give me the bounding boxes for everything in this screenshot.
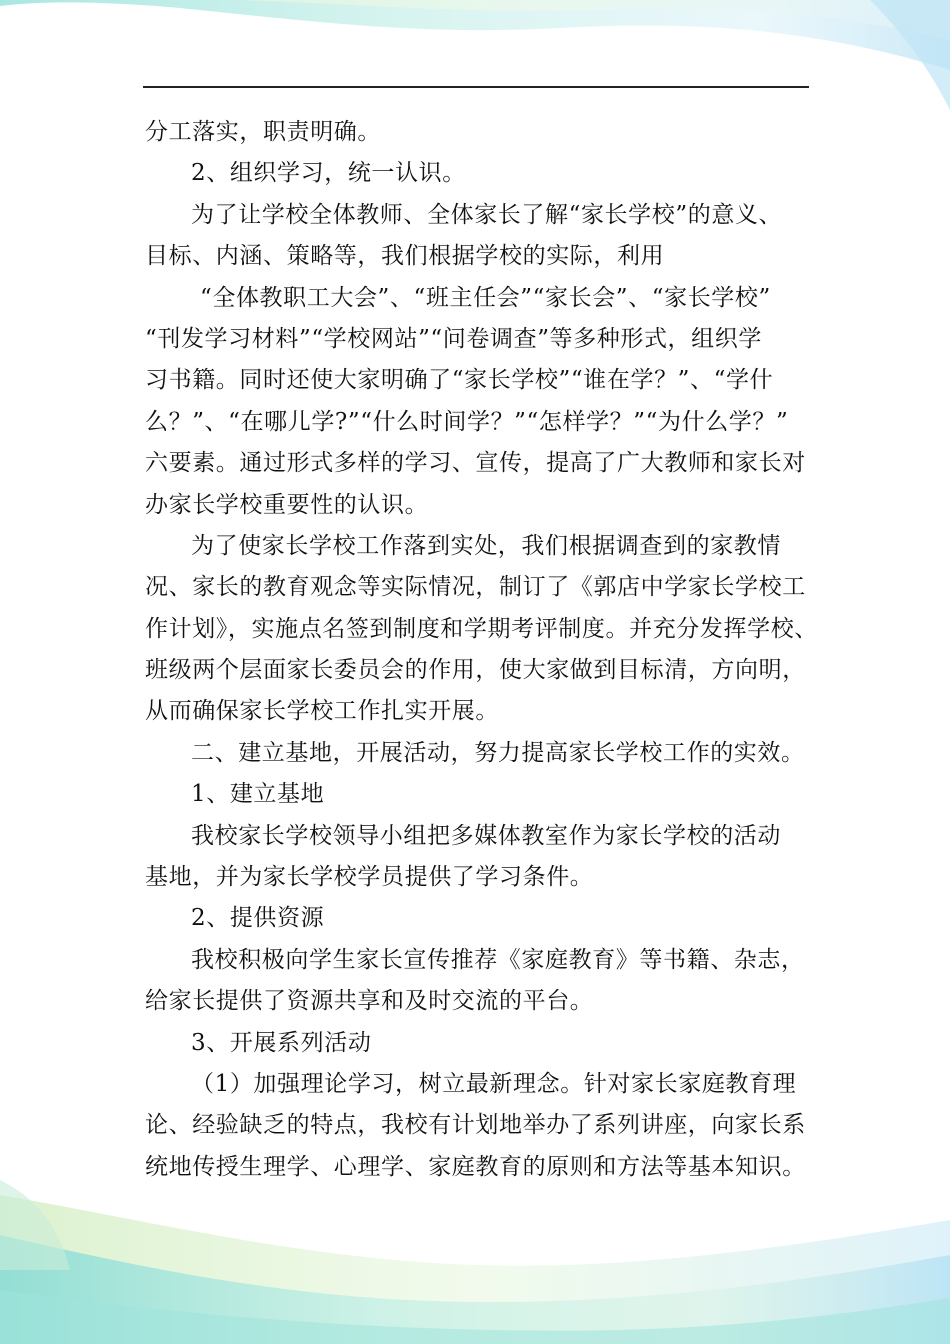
text-line: “刊发学习材料”“学校网站”“问卷调查”等多种形式，组织学 — [145, 325, 762, 352]
text-line: 办家长学校重要性的认识。 — [145, 491, 429, 518]
text-line: 目标、内涵、策略等，我们根据学校的实际，利用 — [145, 243, 665, 270]
text-line: 2、组织学习，统一认识。 — [191, 160, 466, 187]
text-line: 班级两个层面家长委员会的作用，使大家做到目标清，方向明， — [145, 657, 806, 684]
text-line: 论、经验缺乏的特点，我校有计划地举办了系列讲座，向家长系 — [145, 1112, 806, 1139]
text-line: 统地传授生理学、心理学、家庭教育的原则和方法等基本知识。 — [145, 1153, 806, 1180]
text-line: 为了让学校全体教师、全体家长了解“家长学校”的意义、 — [191, 201, 783, 228]
text-line: 习书籍。同时还使大家明确了“家长学校”“谁在学？”、“学什 — [145, 367, 774, 394]
document-body — [145, 112, 818, 1188]
text-line: 从而确保家长学校工作扎实开展。 — [145, 698, 499, 725]
header-rule — [143, 86, 809, 88]
text-line: 为了使家长学校工作落到实处，我们根据调查到的家教情 — [191, 532, 781, 559]
text-line: 给家长提供了资源共享和及时交流的平台。 — [145, 988, 594, 1015]
text-line: 我校积极向学生家长宣传推荐《家庭教育》等书籍、杂志， — [191, 946, 805, 973]
text-line: 3、开展系列活动 — [191, 1029, 372, 1056]
text-line: 二、建立基地，开展活动，努力提高家长学校工作的实效。 — [191, 739, 805, 766]
text-line: 么？”、“在哪儿学?”“什么时间学？”“怎样学？”“为什么学？” — [145, 408, 789, 435]
text-line: 基地，并为家长学校学员提供了学习条件。 — [145, 864, 594, 891]
text-line: 我校家长学校领导小组把多媒体教室作为家长学校的活动 — [191, 822, 781, 849]
text-line: 2、提供资源 — [191, 905, 325, 932]
text-line: 作计划》，实施点名签到制度和学期考评制度。并充分发挥学校、 — [145, 615, 818, 642]
text-line: （1）加强理论学习，树立最新理念。针对家长家庭教育理 — [191, 1070, 797, 1097]
text-line: 1、建立基地 — [191, 781, 325, 808]
text-line: 六要素。通过形式多样的学习、宣传，提高了广大教师和家长对 — [145, 450, 806, 477]
text-line: 况、家长的教育观念等实际情况，制订了《郭店中学家长学校工 — [145, 574, 806, 601]
text-line: 分工落实，职责明确。 — [145, 119, 381, 145]
text-line: “全体教职工大会”、“班主任会”“家长会”、“家长学校” — [200, 284, 771, 311]
